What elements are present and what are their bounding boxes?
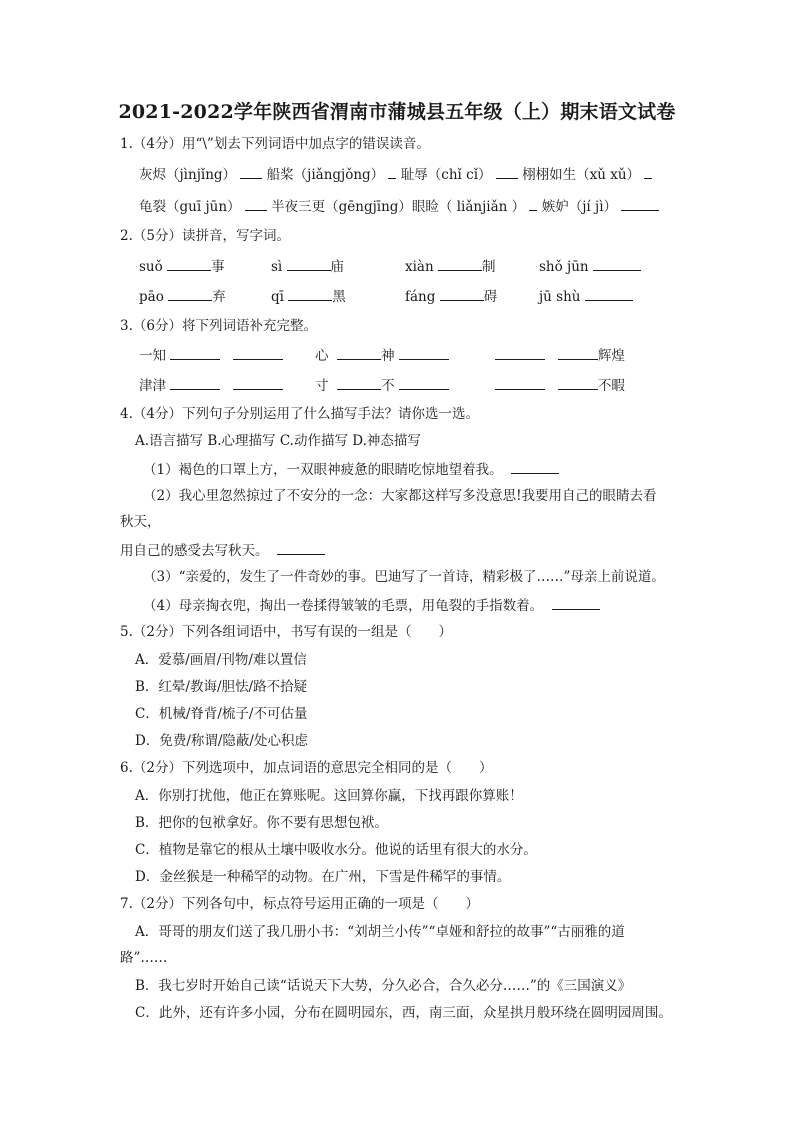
q5-option-c[interactable]: C．机械/脊背/梳子/不可估量 (135, 706, 308, 722)
q3-group (315, 375, 495, 396)
char: 弃 (212, 289, 226, 305)
q3-group (139, 375, 315, 396)
q5-stem: 5.（2分）下列各组词语中，书写有误的一组是（ ） (120, 624, 452, 640)
answer-blank[interactable] (168, 286, 212, 301)
pinyin: xiàn (405, 259, 434, 275)
q2-cell (139, 256, 271, 277)
q2-cell (271, 286, 405, 307)
idiom-part: 辉煌 (597, 348, 625, 364)
q1-row2 (139, 196, 659, 217)
char: 事 (211, 259, 225, 275)
pinyin: qī (271, 289, 284, 305)
q4-sentence-2b: 秋天， (120, 514, 161, 530)
answer-blank[interactable] (496, 164, 518, 179)
answer-blank[interactable] (277, 540, 325, 555)
q4-sentence-2c (120, 540, 325, 561)
answer-blank[interactable] (337, 375, 381, 390)
q1-item: 栩栩如生（xǔ xǔ） (522, 167, 641, 183)
q4-sentence-4 (143, 595, 600, 616)
q1-item: 船桨（jiǎngjǒng） (266, 167, 385, 183)
q4-sentence-2a: （2）我心里忽然掠过了不安分的一念：大家都这样写多没意思!我要用自己的眼睛去看 (143, 488, 657, 504)
q6-stem: 6.（2分）下列选项中，加点词语的意思完全相同的是（ ） (120, 760, 493, 776)
answer-blank[interactable] (585, 286, 633, 301)
q2-cell (539, 289, 633, 305)
answer-blank[interactable] (558, 375, 598, 390)
char: 制 (481, 259, 496, 275)
q4-sentence-1 (143, 459, 559, 480)
pinyin: fáng (405, 289, 436, 305)
answer-blank[interactable] (495, 345, 545, 360)
answer-blank[interactable] (440, 286, 484, 301)
answer-blank[interactable] (233, 375, 283, 390)
answer-blank[interactable] (337, 345, 381, 360)
idiom-part: 不暇 (597, 378, 625, 394)
q6-option-d[interactable]: D．金丝猴是一种稀罕的动物。在广州，下雪是件稀罕的事情。 (135, 869, 511, 885)
answer-blank[interactable] (511, 459, 559, 474)
sentence-text: （4）母亲掏衣兜，掏出一卷揉得皱皱的毛票，用龟裂的手指数着。 (143, 598, 544, 614)
q3-group (495, 378, 625, 394)
char: 黑 (332, 289, 346, 305)
answer-blank[interactable] (644, 164, 652, 179)
idiom-part: 不 (381, 378, 395, 394)
q7-option-a-cont: 路”…… (120, 950, 168, 966)
answer-blank[interactable] (399, 345, 449, 360)
q1-item: 灰烬（jìnjǐng） (139, 167, 237, 183)
answer-blank[interactable] (233, 345, 283, 360)
q5-option-b[interactable]: B．红晕/教诲/胆怯/路不拾疑 (135, 679, 308, 695)
q1-item: 龟裂（guī jūn） (139, 199, 241, 215)
answer-blank[interactable] (167, 256, 211, 271)
pinyin: pāo (139, 289, 164, 305)
q2-cell (271, 256, 405, 277)
q1-item: 半夜三更（gēngjīng）眼睑（ liǎnjiǎn ） (271, 199, 526, 215)
q7-option-c[interactable]: C．此外，还有许多小园，分布在圆明园东，西，南三面，众星拱月般环绕在圆明园周围。 (135, 1005, 672, 1021)
answer-blank[interactable] (287, 256, 331, 271)
pinyin: suǒ (139, 259, 163, 275)
q3-group (139, 345, 315, 366)
answer-blank[interactable] (593, 256, 641, 271)
q2-cell (139, 286, 271, 307)
q7-stem: 7.（2分）下列各句中，标点符号运用正确的一项是（ ） (120, 896, 479, 912)
q1-item: 耻辱（chǐ cǐ） (400, 167, 492, 183)
q1-row1 (139, 164, 652, 185)
q1-item: 嫉妒（jí jì） (541, 199, 618, 215)
q2-stem: 2.（5分）读拼音，写字词。 (120, 228, 290, 244)
q2-cell (539, 259, 641, 275)
q7-option-b[interactable]: B．我七岁时开始自己读“话说天下大势，分久必合，合久必分……”的《三国演义》 (135, 978, 632, 994)
q1-stem: 1.（4分）用“\”划去下列词语中加点字的错误读音。 (120, 136, 430, 152)
pinyin: jū shù (539, 289, 581, 305)
q5-option-d[interactable]: D．免费/称谓/隐蔽/处心积虑 (135, 733, 308, 749)
idiom-part: 一知 (139, 348, 166, 364)
answer-blank[interactable] (245, 196, 267, 211)
answer-blank[interactable] (170, 375, 220, 390)
q6-option-b[interactable]: B．把你的包袱拿好。你不要有思想包袱。 (135, 815, 388, 831)
q4-sentence-3: （3）“亲爱的，发生了一件奇妙的事。巴迪写了一首诗，精彩极了……”母亲上前说道。 (143, 569, 665, 585)
answer-blank[interactable] (438, 256, 482, 271)
answer-blank[interactable] (558, 345, 598, 360)
idiom-part: 寸 (315, 378, 329, 394)
idiom-part: 津津 (139, 378, 166, 394)
answer-blank[interactable] (399, 375, 449, 390)
q2-cell (405, 286, 539, 307)
char: 庙 (330, 259, 345, 275)
pinyin: sì (271, 259, 283, 275)
answer-blank[interactable] (495, 375, 545, 390)
q7-option-a[interactable]: A．哥哥的朋友们送了我几册小书：“刘胡兰小传”“卓娅和舒拉的故事”“古丽雅的道 (135, 924, 625, 940)
answer-blank[interactable] (552, 595, 600, 610)
answer-blank[interactable] (170, 345, 220, 360)
q2-row2 (139, 286, 633, 307)
answer-blank[interactable] (529, 196, 537, 211)
answer-blank[interactable] (240, 164, 262, 179)
pinyin: shǒ jūn (539, 259, 589, 275)
q3-row1 (139, 345, 625, 366)
q5-option-a[interactable]: A．爱慕/画眉/刊物/难以置信 (135, 652, 307, 668)
idiom-part: 神 (381, 348, 395, 364)
answer-blank[interactable] (621, 196, 659, 211)
page-title: 2021-2022学年陕西省渭南市蒲城县五年级（上）期末语文试卷 (118, 101, 676, 123)
q3-group (315, 345, 495, 366)
answer-blank[interactable] (388, 164, 396, 179)
q3-group (495, 348, 625, 364)
answer-blank[interactable] (288, 286, 332, 301)
char: 碍 (483, 289, 498, 305)
q3-row2 (139, 375, 625, 396)
q4-stem: 4.（4分）下列句子分别运用了什么描写手法？请你选一选。 (120, 406, 479, 422)
q2-row1 (139, 256, 641, 277)
q6-option-c[interactable]: C．植物是靠它的根从土壤中吸收水分。他说的话里有很大的水分。 (135, 842, 537, 858)
sentence-text: 用自己的感受去写秋天。 (120, 543, 269, 559)
idiom-part: 心 (315, 348, 329, 364)
q3-stem: 3.（6分）将下列词语补充完整。 (120, 318, 317, 334)
q6-option-a[interactable]: A．你别打扰他，他正在算账呢。这回算你赢，下找再跟你算账！ (135, 788, 523, 804)
q4-options: A.语言描写 B.心理描写 C.动作描写 D.神态描写 (135, 433, 421, 449)
q2-cell (405, 256, 539, 277)
sentence-text: （1）褐色的口罩上方，一双眼神疲惫的眼睛吃惊地望着我。 (143, 462, 503, 478)
